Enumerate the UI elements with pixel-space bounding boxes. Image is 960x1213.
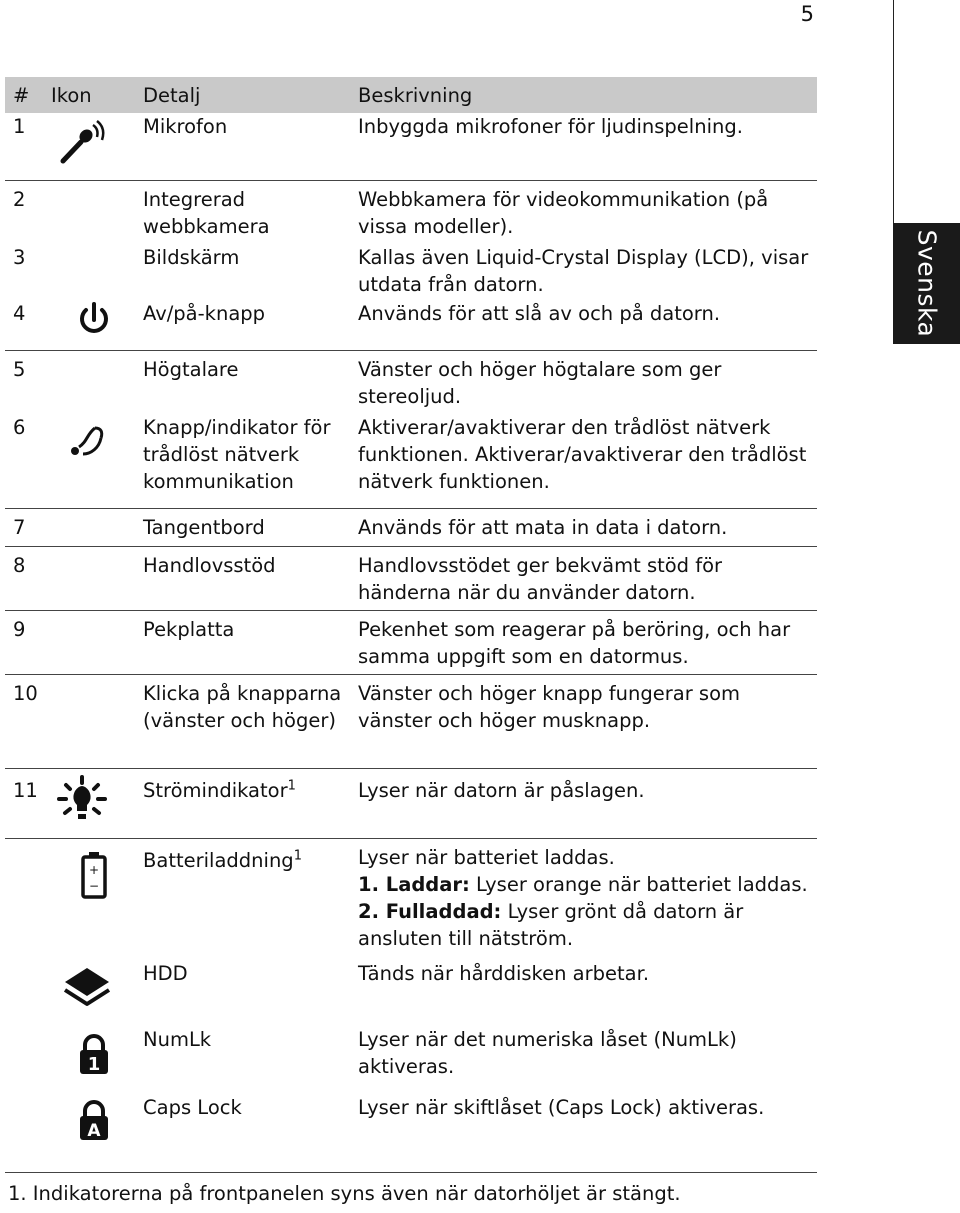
footnote-marker: 1 xyxy=(287,778,296,793)
row-detail: Tangentbord xyxy=(143,508,358,546)
table-row xyxy=(5,300,817,350)
svg-text:+: + xyxy=(88,862,100,877)
row-icon-cell xyxy=(51,350,143,414)
row-description xyxy=(358,838,817,960)
row-detail xyxy=(143,768,358,838)
table-row xyxy=(5,546,817,610)
table-row xyxy=(5,113,817,180)
row-number xyxy=(5,1094,51,1154)
row-detail: HDD xyxy=(143,962,188,985)
row-description: Vänster och höger högtalare som ger stereoljud. xyxy=(358,350,817,414)
row-detail: Knapp/indikator för trådlöst nätverk kommunikation xyxy=(143,416,331,493)
row-icon-cell xyxy=(51,546,143,610)
power-icon xyxy=(75,300,113,338)
charging-item xyxy=(358,871,817,898)
row-number-text: 11 xyxy=(13,778,38,802)
row-description: Vänster och höger knapp fungerar som vänster och höger musknapp. xyxy=(358,674,817,768)
microphone-icon xyxy=(55,117,109,171)
margin-line xyxy=(893,0,894,223)
table-row xyxy=(5,768,817,838)
row-description: Används för att slå av och på datorn. xyxy=(358,302,721,325)
row-icon-cell xyxy=(51,674,143,768)
row-icon-cell xyxy=(51,180,143,244)
row-detail: Integrerad webbkamera xyxy=(143,180,358,244)
language-tab xyxy=(893,223,960,344)
row-icon-cell xyxy=(51,508,143,546)
row-icon-cell xyxy=(51,768,143,838)
table-row xyxy=(5,350,817,414)
table-row xyxy=(5,244,817,300)
row-number xyxy=(5,960,51,1026)
footnote: 1. Indikatorerna på frontpanelen syns även när datorhöljet är stängt. xyxy=(8,1182,681,1205)
row-detail: Pekplatta xyxy=(143,610,358,674)
row-detail: Bildskärm xyxy=(143,246,240,269)
svg-text:A: A xyxy=(87,1121,101,1141)
wireless-icon xyxy=(65,420,109,460)
row-description: Kallas även Liquid-Crystal Display (LCD), visar utdata från datorn. xyxy=(358,246,809,296)
row-description: Lyser när det numeriska låset (NumLk) aktiveras. xyxy=(358,1028,737,1078)
row-icon-cell xyxy=(51,1026,143,1094)
row-icon-cell xyxy=(51,960,143,1026)
footnote-rule xyxy=(5,1172,817,1173)
row-description: Pekenhet som reagerar på beröring, och har samma uppgift som en datormus. xyxy=(358,610,817,674)
row-description: Lyser när skiftlåset (Caps Lock) aktiveras. xyxy=(358,1096,765,1119)
row-number: 9 xyxy=(5,610,51,674)
hdd-icon xyxy=(61,964,113,1010)
row-detail: Av/på-knapp xyxy=(143,302,266,325)
row-number: 5 xyxy=(5,350,51,414)
row-number: 7 xyxy=(5,508,51,546)
row-icon-cell xyxy=(51,300,143,350)
row-description: Handlovsstödet ger bekvämt stöd för händerna när du använder datorn. xyxy=(358,546,817,610)
row-number: 2 xyxy=(5,180,51,244)
table-row xyxy=(5,1026,817,1094)
row-number xyxy=(5,838,51,960)
battery-icon xyxy=(79,850,109,900)
row-number: 6 xyxy=(13,416,26,439)
header-description: Beskrivning xyxy=(358,77,817,113)
row-icon-cell xyxy=(51,414,143,508)
charging-label: 1. Laddar: xyxy=(358,872,470,896)
charging-text: Lyser orange när batteriet laddas. xyxy=(476,872,808,896)
row-number: 4 xyxy=(13,302,26,325)
row-detail: Klicka på knapparna (vänster och höger) xyxy=(143,674,358,768)
table-row xyxy=(5,508,817,546)
row-number: 8 xyxy=(5,546,51,610)
header-detail: Detalj xyxy=(143,77,358,113)
row-description: Aktiverar/avaktiverar den trådlöst nätverk funktionen. Aktiverar/avaktiverar den trådlöst nätverk funktionen. xyxy=(358,416,807,493)
row-icon-cell xyxy=(51,610,143,674)
row-icon-cell xyxy=(51,1094,143,1154)
row-detail: Högtalare xyxy=(143,350,358,414)
table-row xyxy=(5,1094,817,1154)
spec-table xyxy=(5,77,817,1154)
full-charge-text: Lyser grönt då datorn är ansluten till nätström. xyxy=(358,899,744,950)
row-icon-cell xyxy=(51,113,143,180)
row-detail-text: Strömindikator xyxy=(143,778,288,802)
numlock-icon xyxy=(77,1034,111,1076)
row-number xyxy=(5,768,51,838)
row-description: Används för att mata in data i datorn. xyxy=(358,508,817,546)
row-detail: NumLk xyxy=(143,1028,212,1051)
row-description: Webbkamera för videokommunikation (på vissa modeller). xyxy=(358,180,817,244)
header-num: # xyxy=(5,77,51,113)
row-detail-text: Batteriladdning xyxy=(143,848,294,872)
table-row xyxy=(5,610,817,674)
power-indicator-icon xyxy=(51,775,113,831)
table-row xyxy=(5,674,817,768)
row-description-text: Lyser när datorn är påslagen. xyxy=(358,778,645,802)
language-tab-label: Svenska xyxy=(912,229,941,338)
table-row xyxy=(5,960,817,1026)
row-description xyxy=(358,768,817,838)
table-header-row xyxy=(5,77,817,113)
row-description-text: Lyser när batteriet laddas. xyxy=(358,845,615,869)
row-detail: Caps Lock xyxy=(143,1096,242,1119)
row-number: 3 xyxy=(13,246,26,269)
full-charge-label: 2. Fulladdad: xyxy=(358,899,502,923)
footnote-marker: 1 xyxy=(293,848,302,863)
header-icon: Ikon xyxy=(51,77,143,113)
svg-text:1: 1 xyxy=(87,1054,101,1075)
row-icon-cell xyxy=(51,838,143,960)
row-detail: Handlovsstöd xyxy=(143,546,358,610)
row-number: 1 xyxy=(13,115,26,138)
row-detail: Mikrofon xyxy=(143,115,228,138)
row-description: Inbyggda mikrofoner för ljudinspelning. xyxy=(358,115,743,138)
row-description: Tänds när hårddisken arbetar. xyxy=(358,962,650,985)
page-number: 5 xyxy=(800,2,814,26)
capslock-icon xyxy=(77,1100,111,1142)
table-row xyxy=(5,838,817,960)
full-charge-item xyxy=(358,898,817,952)
svg-text:−: − xyxy=(88,878,100,893)
row-number xyxy=(5,1026,51,1094)
table-row xyxy=(5,414,817,508)
table-row xyxy=(5,180,817,244)
row-detail xyxy=(143,838,358,960)
row-icon-cell xyxy=(51,244,143,300)
row-number: 10 xyxy=(5,674,51,768)
